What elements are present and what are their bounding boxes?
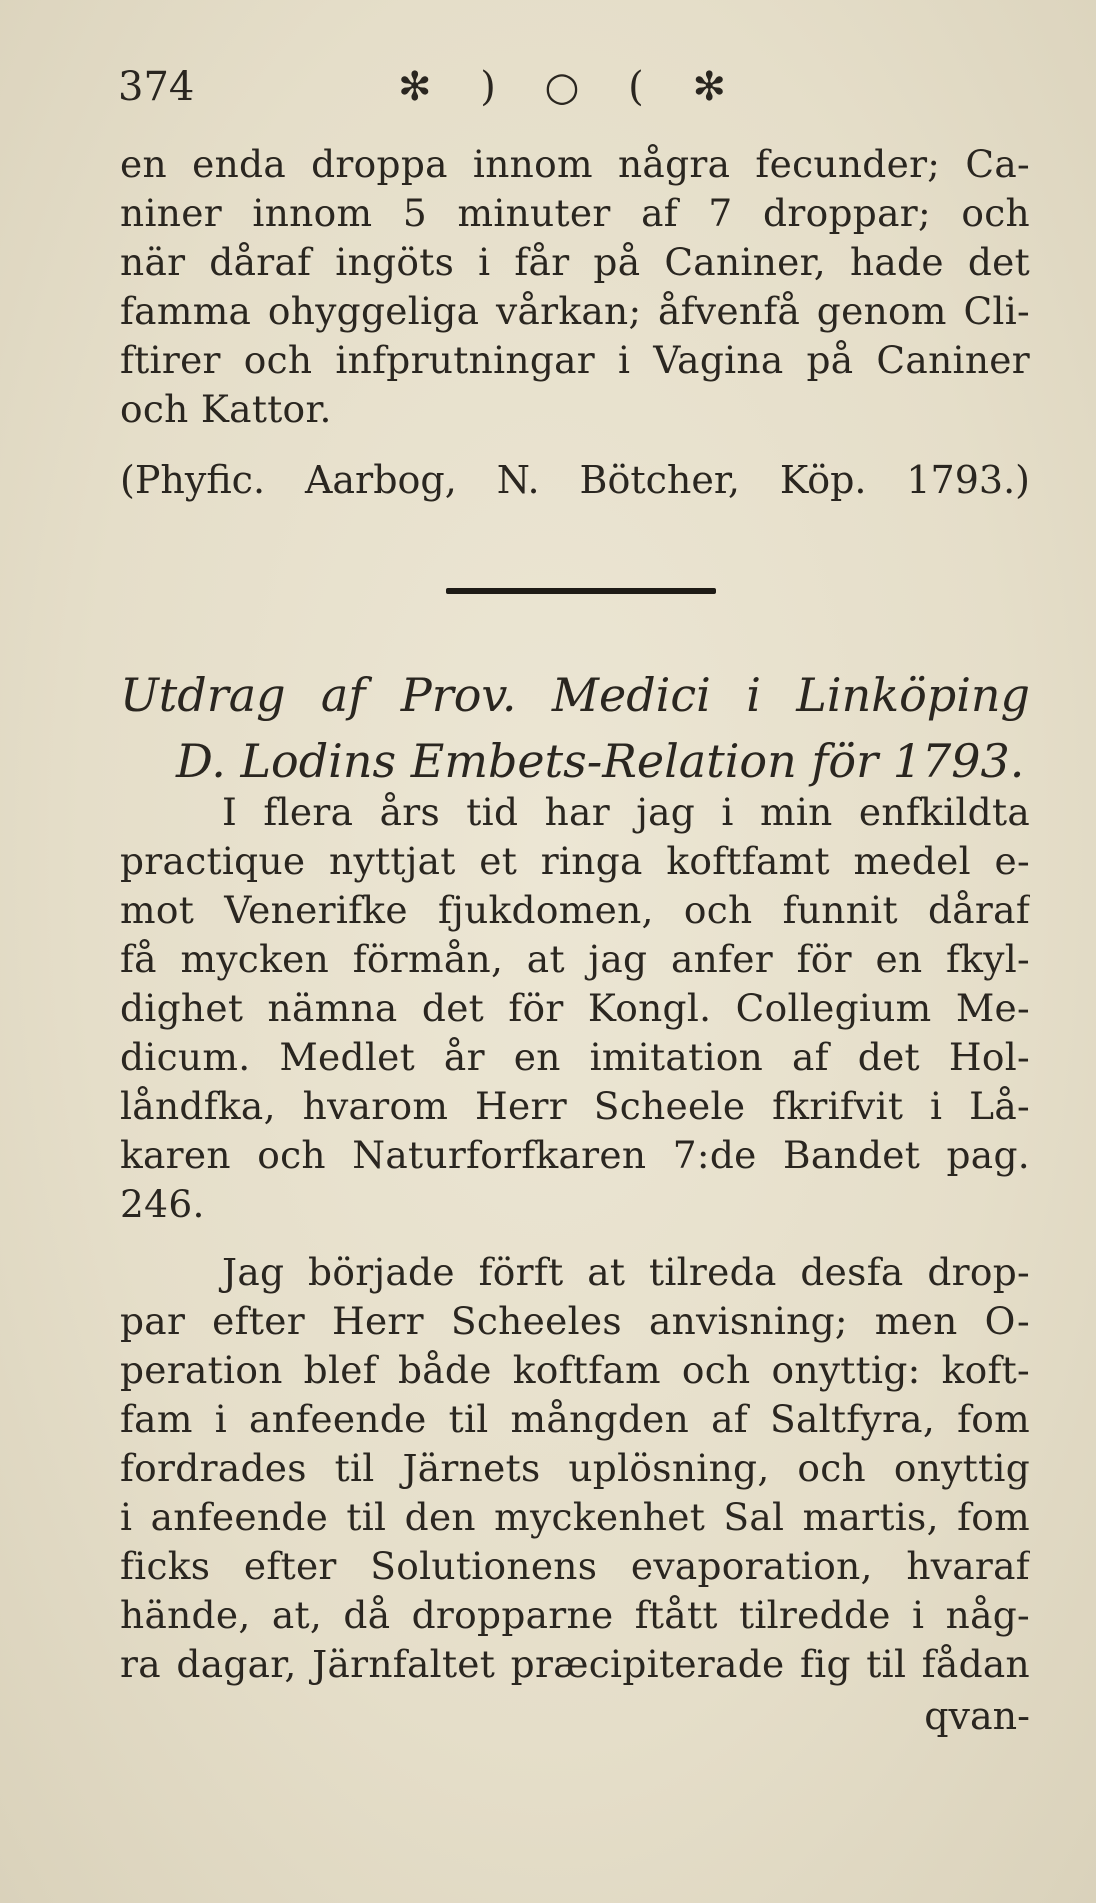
text-line: dicum. Medlet år en imitation af det Hol- (120, 1035, 1030, 1079)
text-line: fordrades til Järnets uplösning, och onyttig (120, 1446, 1030, 1490)
text-line: ra dagar, Järnfaltet præcipiterade fig til fådan (120, 1642, 1030, 1686)
text-line: låndfka, hvarom Herr Scheele fkrifvit i Lå- (120, 1084, 1030, 1128)
header-ornament: ✻ ) ○ ( ✻ (398, 64, 745, 110)
text-line: 246. (120, 1182, 205, 1226)
text-line: hände, at, då dropparne ftått tilredde i någ- (120, 1593, 1030, 1637)
text-line: ficks efter Solutionens evaporation, hvaraf (120, 1544, 1030, 1588)
text-line: och Kattor. (120, 387, 332, 431)
citation: (Phyfic. Aarbog, N. Bötcher, Köp. 1793.) (120, 458, 1030, 502)
section-title (120, 662, 1030, 794)
catchword: qvan- (924, 1694, 1030, 1738)
text-line: fam i anfeende til mångden af Saltfyra, fom (120, 1397, 1030, 1441)
page-number: 374 (118, 64, 195, 110)
text-line: när dåraf ingöts i får på Caniner, hade det (120, 240, 1030, 284)
text-line: famma ohyggeliga vårkan; åfvenfå genom Cli- (120, 289, 1030, 333)
text-line: mot Venerifke fjukdomen, och funnit dåraf (120, 888, 1030, 932)
text-line: I flera års tid har jag i min enfkildta (222, 790, 1030, 834)
text-line: ftirer och infprutningar i Vagina på Caniner (120, 338, 1030, 382)
text-line: Jag började förft at tilreda desfa drop- (222, 1250, 1030, 1294)
section-title-line-2: D. Lodins Embets-Relation för 1793. (176, 734, 1025, 788)
text-line: karen och Naturforfkaren 7:de Bandet pag. (120, 1133, 1030, 1177)
page-header (118, 52, 1018, 122)
text-line: få mycken förmån, at jag anfer för en fkyl- (120, 937, 1030, 981)
text-line: niner innom 5 minuter af 7 droppar; och (120, 191, 1030, 235)
text-line: dighet nämna det för Kongl. Collegium Me- (120, 986, 1030, 1030)
text-line: peration blef både koftfam och onyttig: koft- (120, 1348, 1030, 1392)
section-divider (446, 588, 716, 594)
text-line: practique nyttjat et ringa koftfamt medel e- (120, 839, 1030, 883)
section-title-line-1: Utdrag af Prov. Medici i Linköping (120, 668, 1030, 722)
text-line: i anfeende til den myckenhet Sal martis, fom (120, 1495, 1030, 1539)
paragraph-continuation (120, 140, 1030, 434)
paragraph-1 (120, 788, 1030, 1229)
paragraph-2 (120, 1248, 1030, 1689)
text-line: en enda droppa innom några fecunder; Ca- (120, 142, 1030, 186)
text-line: par efter Herr Scheeles anvisning; men O- (120, 1299, 1030, 1343)
